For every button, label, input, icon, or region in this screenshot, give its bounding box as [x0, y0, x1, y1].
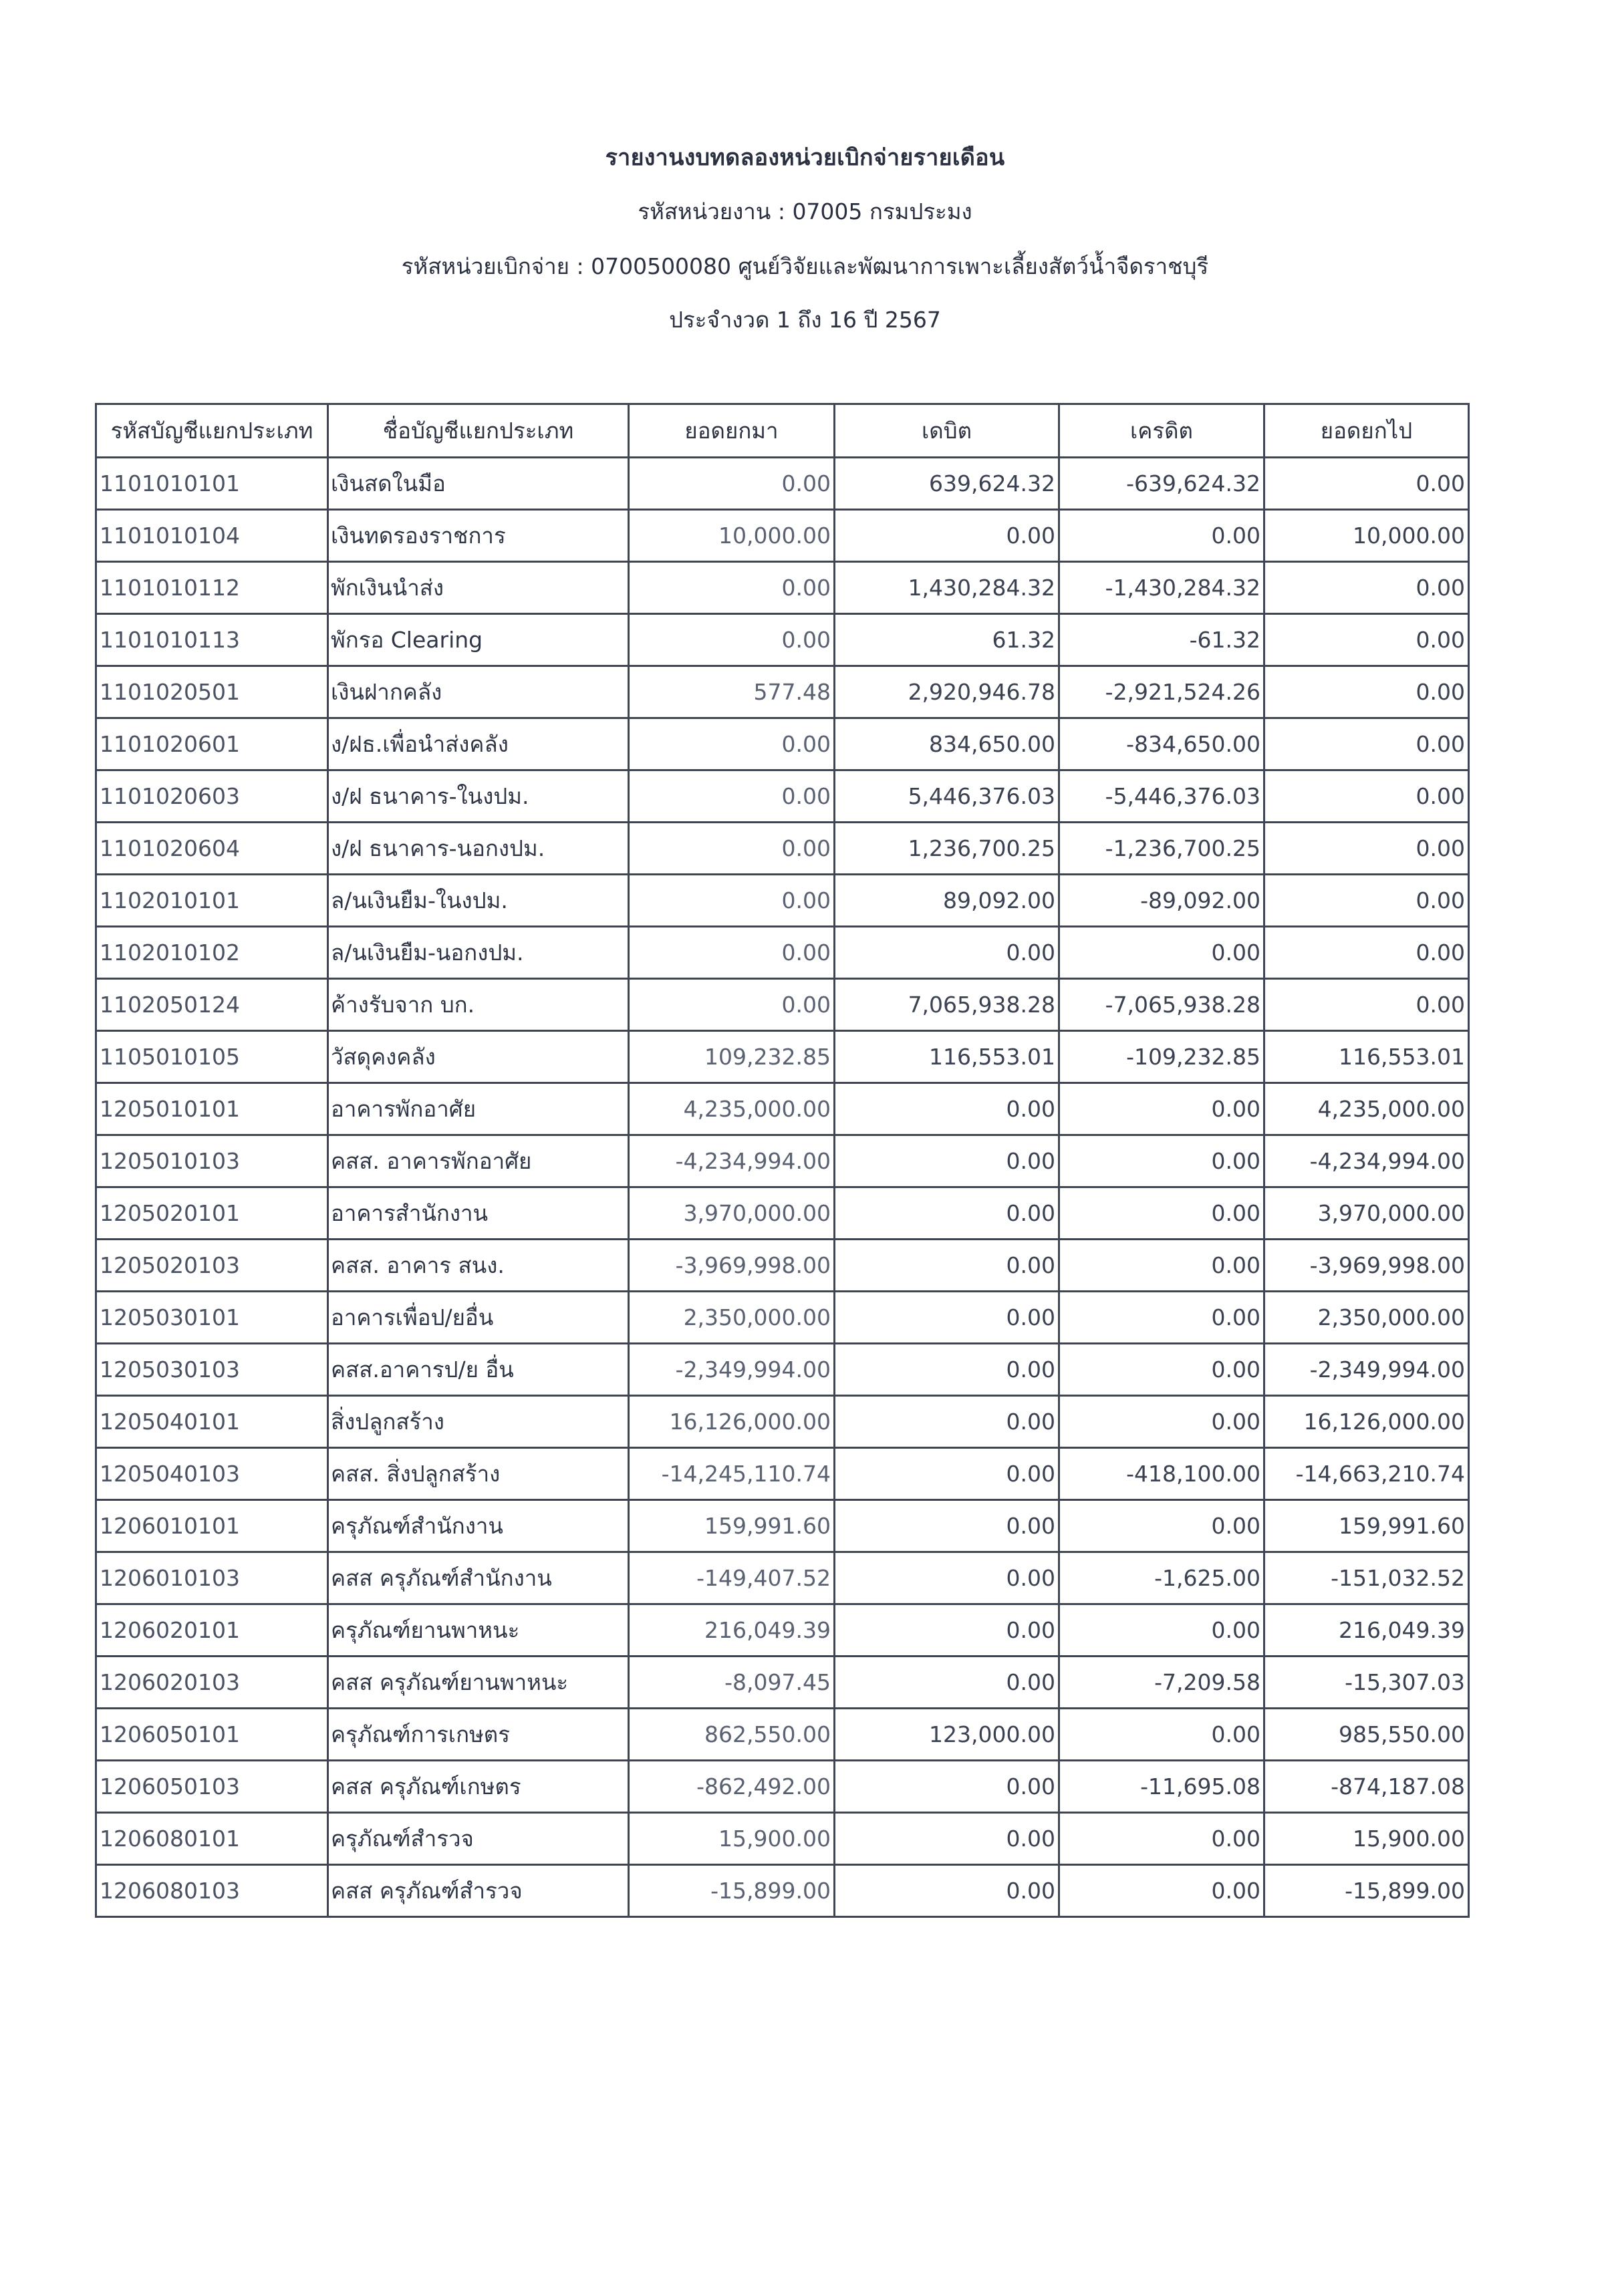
- carried-forward-cell: 0.00: [1264, 875, 1469, 927]
- carried-forward-cell: 0.00: [1264, 458, 1469, 510]
- credit-cell: 0.00: [1059, 1865, 1264, 1917]
- brought-forward-cell: 159,991.60: [629, 1500, 835, 1552]
- brought-forward-cell: 3,970,000.00: [629, 1187, 835, 1240]
- table-row: [96, 1552, 1469, 1604]
- debit-cell: 0.00: [835, 1292, 1059, 1344]
- account-name-cell: คสส ครุภัณฑ์เกษตร: [328, 1761, 629, 1813]
- table-row: [96, 927, 1469, 979]
- debit-cell: 0.00: [835, 1240, 1059, 1292]
- account-code-cell: 1101020601: [96, 718, 328, 770]
- table-row: [96, 1448, 1469, 1500]
- account-code-cell: 1206080103: [96, 1865, 328, 1917]
- brought-forward-cell: -14,245,110.74: [629, 1448, 835, 1500]
- account-name-cell: อาคารพักอาศัย: [328, 1083, 629, 1135]
- credit-cell: -7,209.58: [1059, 1657, 1264, 1709]
- table-row: [96, 666, 1469, 718]
- debit-cell: 0.00: [835, 1448, 1059, 1500]
- column-header-credit: เครดิต: [1059, 404, 1264, 458]
- account-code-cell: 1206050103: [96, 1761, 328, 1813]
- column-header-carried-forward: ยอดยกไป: [1264, 404, 1469, 458]
- account-name-cell: คสส.อาคารป/ย อื่น: [328, 1344, 629, 1396]
- debit-cell: 0.00: [835, 1187, 1059, 1240]
- table-row: [96, 458, 1469, 510]
- credit-cell: -61.32: [1059, 614, 1264, 666]
- carried-forward-cell: 0.00: [1264, 666, 1469, 718]
- credit-cell: 0.00: [1059, 510, 1264, 562]
- debit-cell: 0.00: [835, 1135, 1059, 1187]
- debit-cell: 0.00: [835, 1083, 1059, 1135]
- brought-forward-cell: -862,492.00: [629, 1761, 835, 1813]
- table-row: [96, 1604, 1469, 1657]
- debit-cell: 0.00: [835, 510, 1059, 562]
- debit-cell: 0.00: [835, 1604, 1059, 1657]
- account-code-cell: 1101020603: [96, 770, 328, 823]
- debit-cell: 1,236,700.25: [835, 823, 1059, 875]
- debit-cell: 7,065,938.28: [835, 979, 1059, 1031]
- table-row: [96, 718, 1469, 770]
- carried-forward-cell: 10,000.00: [1264, 510, 1469, 562]
- debit-cell: 0.00: [835, 1865, 1059, 1917]
- table-header-row: [96, 404, 1469, 458]
- account-name-cell: วัสดุคงคลัง: [328, 1031, 629, 1083]
- brought-forward-cell: 862,550.00: [629, 1709, 835, 1761]
- account-name-cell: ง/ฝ ธนาคาร-ในงปม.: [328, 770, 629, 823]
- carried-forward-cell: 0.00: [1264, 770, 1469, 823]
- account-name-cell: ครุภัณฑ์ยานพาหนะ: [328, 1604, 629, 1657]
- account-name-cell: สิ่งปลูกสร้าง: [328, 1396, 629, 1448]
- account-code-cell: 1206050101: [96, 1709, 328, 1761]
- credit-cell: 0.00: [1059, 1240, 1264, 1292]
- account-code-cell: 1105010105: [96, 1031, 328, 1083]
- debit-cell: 61.32: [835, 614, 1059, 666]
- table-row: [96, 1396, 1469, 1448]
- account-code-cell: 1206020103: [96, 1657, 328, 1709]
- debit-cell: 834,650.00: [835, 718, 1059, 770]
- brought-forward-cell: 0.00: [629, 927, 835, 979]
- debit-cell: 0.00: [835, 1552, 1059, 1604]
- disbursing-unit-line: รหัสหน่วยเบิกจ่าย : 0700500080 ศูนย์วิจัยและพัฒนาการเพาะเลี้ยงสัตว์น้ำจืดราชบุรี: [401, 253, 1209, 279]
- debit-cell: 123,000.00: [835, 1709, 1059, 1761]
- column-header-brought-forward: ยอดยกมา: [629, 404, 835, 458]
- carried-forward-cell: 3,970,000.00: [1264, 1187, 1469, 1240]
- carried-forward-cell: -4,234,994.00: [1264, 1135, 1469, 1187]
- credit-cell: -11,695.08: [1059, 1761, 1264, 1813]
- account-code-cell: 1205020101: [96, 1187, 328, 1240]
- carried-forward-cell: 0.00: [1264, 614, 1469, 666]
- account-name-cell: อาคารเพื่อป/ยอื่น: [328, 1292, 629, 1344]
- brought-forward-cell: -15,899.00: [629, 1865, 835, 1917]
- table-row: [96, 562, 1469, 614]
- debit-cell: 89,092.00: [835, 875, 1059, 927]
- credit-cell: 0.00: [1059, 1083, 1264, 1135]
- brought-forward-cell: 0.00: [629, 614, 835, 666]
- account-name-cell: ค้างรับจาก บก.: [328, 979, 629, 1031]
- credit-cell: -1,430,284.32: [1059, 562, 1264, 614]
- brought-forward-cell: 577.48: [629, 666, 835, 718]
- table-row: [96, 1344, 1469, 1396]
- account-name-cell: ครุภัณฑ์การเกษตร: [328, 1709, 629, 1761]
- brought-forward-cell: -4,234,994.00: [629, 1135, 835, 1187]
- credit-cell: 0.00: [1059, 927, 1264, 979]
- table-row: [96, 823, 1469, 875]
- credit-cell: -5,446,376.03: [1059, 770, 1264, 823]
- brought-forward-cell: 0.00: [629, 823, 835, 875]
- brought-forward-cell: -2,349,994.00: [629, 1344, 835, 1396]
- account-code-cell: 1101010104: [96, 510, 328, 562]
- table-row: [96, 1083, 1469, 1135]
- credit-cell: 0.00: [1059, 1187, 1264, 1240]
- brought-forward-cell: 16,126,000.00: [629, 1396, 835, 1448]
- account-name-cell: ล/นเงินยืม-ในงปม.: [328, 875, 629, 927]
- table-body: [96, 458, 1469, 1917]
- account-name-cell: ล/นเงินยืม-นอกงปม.: [328, 927, 629, 979]
- carried-forward-cell: -151,032.52: [1264, 1552, 1469, 1604]
- account-code-cell: 1102010102: [96, 927, 328, 979]
- account-code-cell: 1206080101: [96, 1813, 328, 1865]
- table-row: [96, 1031, 1469, 1083]
- credit-cell: -639,624.32: [1059, 458, 1264, 510]
- account-name-cell: เงินทดรองราชการ: [328, 510, 629, 562]
- carried-forward-cell: -14,663,210.74: [1264, 1448, 1469, 1500]
- carried-forward-cell: 2,350,000.00: [1264, 1292, 1469, 1344]
- account-code-cell: 1101010113: [96, 614, 328, 666]
- table-row: [96, 875, 1469, 927]
- table-row: [96, 510, 1469, 562]
- account-name-cell: คสส ครุภัณฑ์สำนักงาน: [328, 1552, 629, 1604]
- account-code-cell: 1205010103: [96, 1135, 328, 1187]
- debit-cell: 639,624.32: [835, 458, 1059, 510]
- carried-forward-cell: 159,991.60: [1264, 1500, 1469, 1552]
- account-name-cell: ครุภัณฑ์สำรวจ: [328, 1813, 629, 1865]
- carried-forward-cell: -15,899.00: [1264, 1865, 1469, 1917]
- credit-cell: 0.00: [1059, 1604, 1264, 1657]
- brought-forward-cell: 109,232.85: [629, 1031, 835, 1083]
- debit-cell: 0.00: [835, 1813, 1059, 1865]
- column-header-account-name: ชื่อบัญชีแยกประเภท: [328, 404, 629, 458]
- brought-forward-cell: 0.00: [629, 562, 835, 614]
- table-row: [96, 1240, 1469, 1292]
- credit-cell: 0.00: [1059, 1500, 1264, 1552]
- account-name-cell: คสส. อาคารพักอาศัย: [328, 1135, 629, 1187]
- carried-forward-cell: 4,235,000.00: [1264, 1083, 1469, 1135]
- carried-forward-cell: 0.00: [1264, 718, 1469, 770]
- brought-forward-cell: 0.00: [629, 875, 835, 927]
- account-code-cell: 1205030103: [96, 1344, 328, 1396]
- table-row: [96, 1500, 1469, 1552]
- table-row: [96, 1865, 1469, 1917]
- debit-cell: 1,430,284.32: [835, 562, 1059, 614]
- credit-cell: -2,921,524.26: [1059, 666, 1264, 718]
- debit-cell: 0.00: [835, 927, 1059, 979]
- credit-cell: 0.00: [1059, 1135, 1264, 1187]
- debit-cell: 5,446,376.03: [835, 770, 1059, 823]
- account-name-cell: คสส. อาคาร สนง.: [328, 1240, 629, 1292]
- account-code-cell: 1205040103: [96, 1448, 328, 1500]
- brought-forward-cell: 0.00: [629, 458, 835, 510]
- credit-cell: -109,232.85: [1059, 1031, 1264, 1083]
- brought-forward-cell: 0.00: [629, 979, 835, 1031]
- credit-cell: -418,100.00: [1059, 1448, 1264, 1500]
- credit-cell: 0.00: [1059, 1396, 1264, 1448]
- credit-cell: -89,092.00: [1059, 875, 1264, 927]
- debit-cell: 0.00: [835, 1344, 1059, 1396]
- account-code-cell: 1101010112: [96, 562, 328, 614]
- account-code-cell: 1206020101: [96, 1604, 328, 1657]
- carried-forward-cell: 0.00: [1264, 927, 1469, 979]
- debit-cell: 0.00: [835, 1657, 1059, 1709]
- table-row: [96, 1135, 1469, 1187]
- carried-forward-cell: 985,550.00: [1264, 1709, 1469, 1761]
- debit-cell: 2,920,946.78: [835, 666, 1059, 718]
- account-code-cell: 1206010101: [96, 1500, 328, 1552]
- account-name-cell: คสส. สิ่งปลูกสร้าง: [328, 1448, 629, 1500]
- period-line: ประจำงวด 1 ถึง 16 ปี 2567: [669, 307, 941, 333]
- account-code-cell: 1101020604: [96, 823, 328, 875]
- account-name-cell: คสส ครุภัณฑ์สำรวจ: [328, 1865, 629, 1917]
- account-code-cell: 1102050124: [96, 979, 328, 1031]
- carried-forward-cell: 16,126,000.00: [1264, 1396, 1469, 1448]
- account-name-cell: เงินสดในมือ: [328, 458, 629, 510]
- credit-cell: 0.00: [1059, 1344, 1264, 1396]
- brought-forward-cell: -3,969,998.00: [629, 1240, 835, 1292]
- debit-cell: 0.00: [835, 1396, 1059, 1448]
- account-name-cell: เงินฝากคลัง: [328, 666, 629, 718]
- brought-forward-cell: 0.00: [629, 770, 835, 823]
- account-code-cell: 1205040101: [96, 1396, 328, 1448]
- credit-cell: -1,236,700.25: [1059, 823, 1264, 875]
- account-code-cell: 1101020501: [96, 666, 328, 718]
- column-header-debit: เดบิต: [835, 404, 1059, 458]
- brought-forward-cell: 2,350,000.00: [629, 1292, 835, 1344]
- brought-forward-cell: 4,235,000.00: [629, 1083, 835, 1135]
- brought-forward-cell: -149,407.52: [629, 1552, 835, 1604]
- carried-forward-cell: 0.00: [1264, 562, 1469, 614]
- account-name-cell: ครุภัณฑ์สำนักงาน: [328, 1500, 629, 1552]
- account-code-cell: 1101010101: [96, 458, 328, 510]
- credit-cell: 0.00: [1059, 1709, 1264, 1761]
- carried-forward-cell: 15,900.00: [1264, 1813, 1469, 1865]
- account-code-cell: 1205020103: [96, 1240, 328, 1292]
- table-row: [96, 770, 1469, 823]
- account-code-cell: 1205010101: [96, 1083, 328, 1135]
- debit-cell: 0.00: [835, 1500, 1059, 1552]
- account-name-cell: คสส ครุภัณฑ์ยานพาหนะ: [328, 1657, 629, 1709]
- brought-forward-cell: 0.00: [629, 718, 835, 770]
- brought-forward-cell: -8,097.45: [629, 1657, 835, 1709]
- debit-cell: 0.00: [835, 1761, 1059, 1813]
- carried-forward-cell: -874,187.08: [1264, 1761, 1469, 1813]
- table-row: [96, 1813, 1469, 1865]
- trial-balance-table: [95, 403, 1470, 1918]
- carried-forward-cell: -3,969,998.00: [1264, 1240, 1469, 1292]
- credit-cell: -7,065,938.28: [1059, 979, 1264, 1031]
- column-header-account-code: รหัสบัญชีแยกประเภท: [96, 404, 328, 458]
- account-name-cell: ง/ฝธ.เพื่อนำส่งคลัง: [328, 718, 629, 770]
- account-name-cell: พักรอ Clearing: [328, 614, 629, 666]
- carried-forward-cell: 0.00: [1264, 979, 1469, 1031]
- carried-forward-cell: -15,307.03: [1264, 1657, 1469, 1709]
- account-code-cell: 1102010101: [96, 875, 328, 927]
- carried-forward-cell: -2,349,994.00: [1264, 1344, 1469, 1396]
- account-name-cell: ง/ฝ ธนาคาร-นอกงปม.: [328, 823, 629, 875]
- table-row: [96, 614, 1469, 666]
- carried-forward-cell: 216,049.39: [1264, 1604, 1469, 1657]
- account-name-cell: พักเงินนำส่ง: [328, 562, 629, 614]
- carried-forward-cell: 0.00: [1264, 823, 1469, 875]
- credit-cell: -834,650.00: [1059, 718, 1264, 770]
- report-title: รายงานงบทดลองหน่วยเบิกจ่ายรายเดือน: [605, 144, 1005, 171]
- table-row: [96, 1187, 1469, 1240]
- agency-line: รหัสหน่วยงาน : 07005 กรมประมง: [638, 198, 972, 225]
- table-row: [96, 1292, 1469, 1344]
- carried-forward-cell: 116,553.01: [1264, 1031, 1469, 1083]
- account-code-cell: 1205030101: [96, 1292, 328, 1344]
- brought-forward-cell: 15,900.00: [629, 1813, 835, 1865]
- table-row: [96, 979, 1469, 1031]
- debit-cell: 116,553.01: [835, 1031, 1059, 1083]
- table-row: [96, 1761, 1469, 1813]
- brought-forward-cell: 10,000.00: [629, 510, 835, 562]
- account-name-cell: อาคารสำนักงาน: [328, 1187, 629, 1240]
- table-row: [96, 1709, 1469, 1761]
- account-code-cell: 1206010103: [96, 1552, 328, 1604]
- credit-cell: -1,625.00: [1059, 1552, 1264, 1604]
- credit-cell: 0.00: [1059, 1813, 1264, 1865]
- table-row: [96, 1657, 1469, 1709]
- credit-cell: 0.00: [1059, 1292, 1264, 1344]
- brought-forward-cell: 216,049.39: [629, 1604, 835, 1657]
